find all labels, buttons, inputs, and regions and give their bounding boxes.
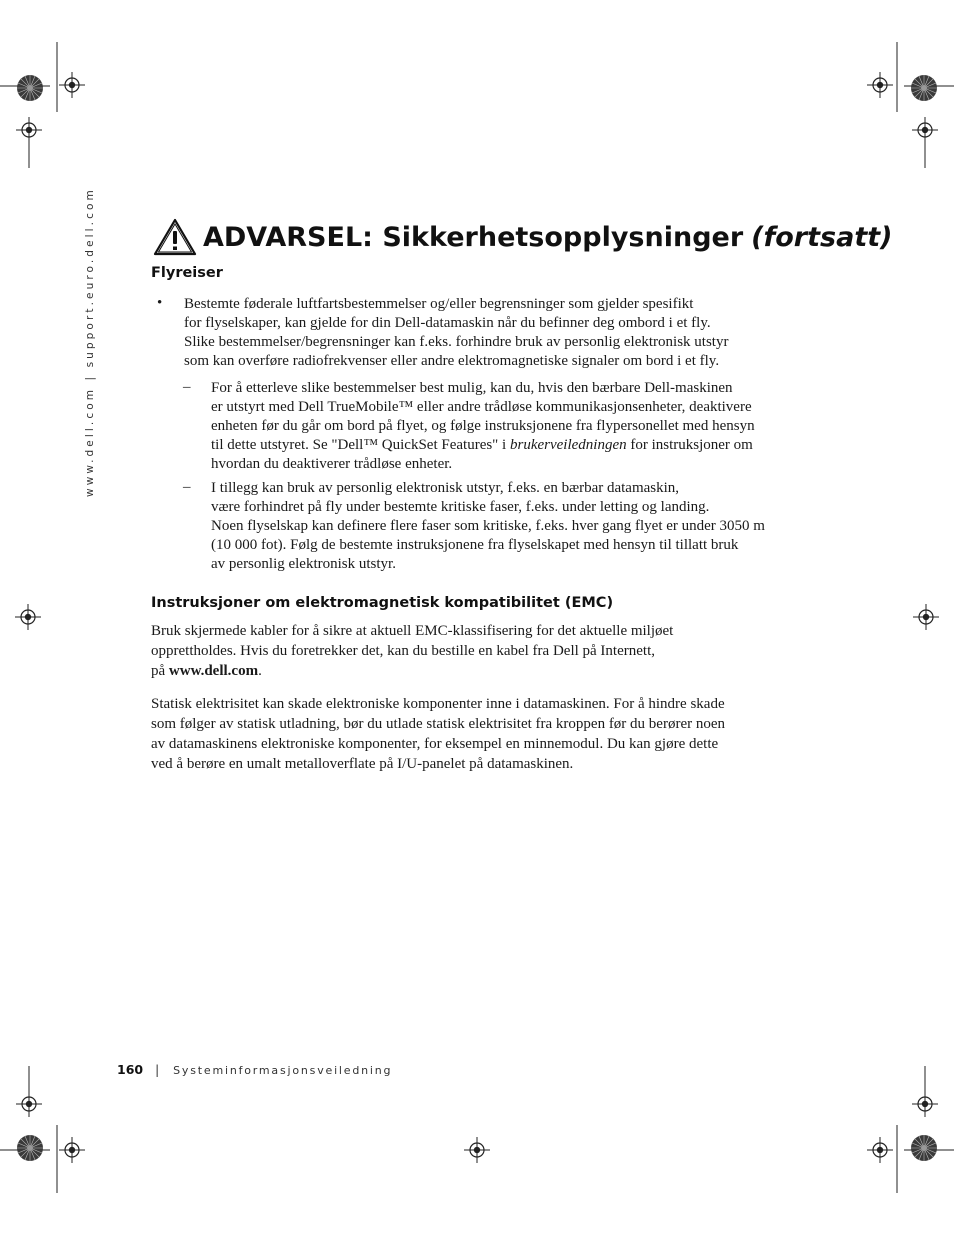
registration-mark-icon [913,604,939,630]
dash-icon: – [183,379,191,395]
dell-website-link[interactable]: www.dell.com [168,663,259,679]
warning-triangle-icon [153,218,197,256]
registration-mark-icon [59,72,85,98]
color-wheel-icon [17,1135,43,1161]
registration-mark-icon [912,117,938,143]
manual-title: brukerveiledningen [509,437,627,453]
page-number: 160 [117,1062,144,1077]
registration-mark-icon [59,1137,85,1163]
heading-continued: (fortsatt) [751,221,893,253]
section-title-emc: Instruksjoner om elektromagnetisk kompatibilitet (EMC) [151,595,614,611]
dash-paragraph-1: For å etterleve slike bestemmelser best mulig, kan du, hvis den bærbare Dell-maskinen er utstyrt med Dell TrueMobile™ eller andre trådløse kommunikasjonsenheter, deaktivere enheten før du går om bord på flyet, og følge instruksjonene fra flypersonellet med hensyn til dette utstyret. Se "Dell™ QuickSet Features" i brukerveiledningen for instruksjoner om hvordan du deaktiverer trådløse enheter. [211,380,755,472]
registration-mark-icon [464,1137,490,1163]
dash-icon: – [183,479,191,495]
color-wheel-icon [911,75,937,101]
footer-title: Systeminformasjonsveiledning [173,1064,393,1077]
emc-paragraph-1: Bruk skjermede kabler for å sikre at aktuell EMC-klassifisering for det aktuelle miljøet opprettholdes. Hvis du foretrekker det, kan du bestille en kabel fra Dell på Internett, på www.dell.com. [151,623,674,679]
heading-title: ADVARSEL: Sikkerhetsopplysninger [203,221,744,253]
side-url: www.dell.com | support.euro.dell.com [84,187,96,497]
registration-mark-icon [912,1091,938,1117]
bullet-icon: • [157,295,163,311]
dash-paragraph-2: I tillegg kan bruk av personlig elektronisk utstyr, f.eks. en bærbar datamaskin, være forhindret på fly under bestemte kritiske faser, f.eks. under letting og landing. Noen flyselskap kan definere flere faser som kritiske, f.eks. hver gang flyet er under 3050 m (10 000 fot). Følg de bestemte instruksjonene fra flyselskapet med hensyn til tillatt bruk av personlig elektronisk utstyr. [211,480,765,572]
footer-separator: | [155,1063,160,1077]
registration-mark-icon [16,1091,42,1117]
color-wheel-icon [911,1135,937,1161]
registration-mark-icon [16,117,42,143]
registration-mark-icon [867,1137,893,1163]
page-footer [117,1062,392,1077]
bullet-paragraph: Bestemte føderale luftfartsbestemmelser og/eller begrensninger som gjelder spesifikt for flyselskaper, kan gjelde for din Dell-datamaskin når du befinner deg ombord i et fly. Slike bestemmelser/begrensninger kan f.eks. forhindre bruk av personlig elektronisk utstyr som kan overføre radiofrekvenser eller andre elektromagnetiske signaler om bord i et fly. [184,296,729,369]
section-title-flyreiser: Flyreiser [151,265,223,281]
color-wheel-icon [17,75,43,101]
page-heading [153,218,892,256]
registration-mark-icon [15,604,41,630]
registration-mark-icon [867,72,893,98]
emc-paragraph-2: Statisk elektrisitet kan skade elektroniske komponenter inne i datamaskinen. For å hindre skade som følger av statisk utladning, bør du utlade statisk elektrisitet fra kroppen før du berører noen av datamaskinens elektroniske komponenter, for eksempel en minnemodul. Du kan gjøre dette ved å berøre en umalt metalloverflate på I/U-panelet på datamaskinen. [151,696,726,772]
